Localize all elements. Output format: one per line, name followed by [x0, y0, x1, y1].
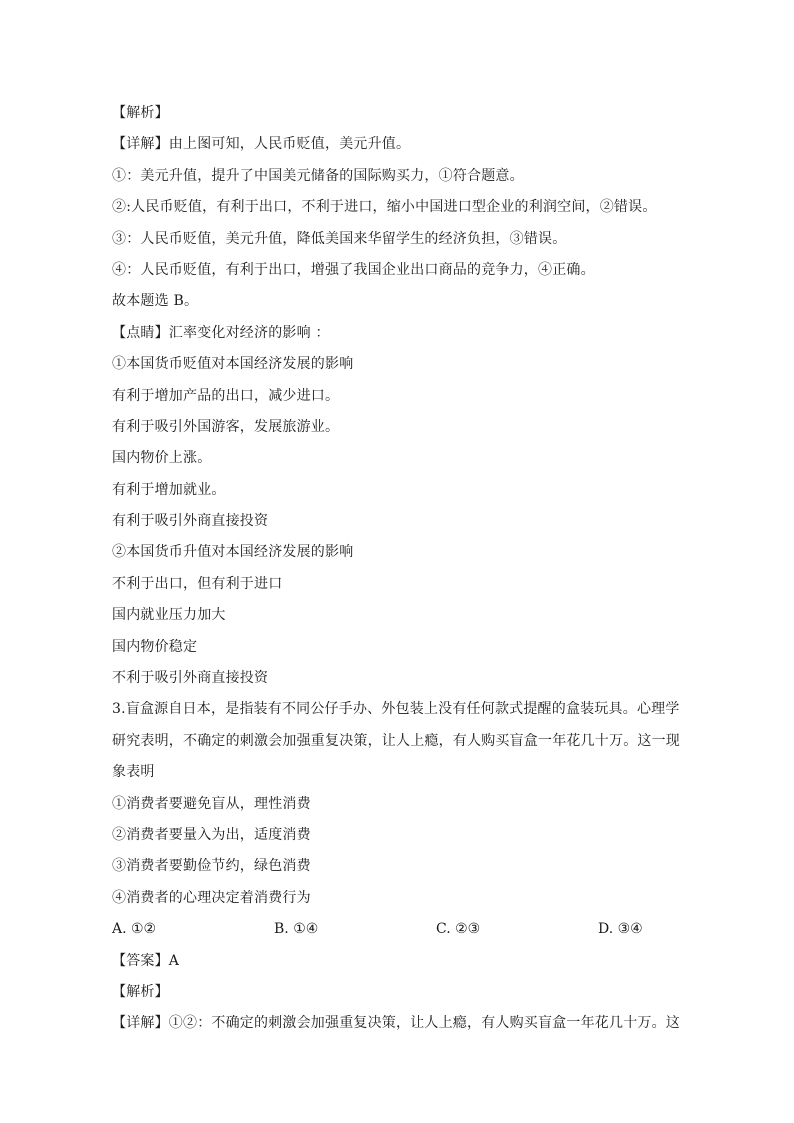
answer-line: 【答案】A: [112, 952, 180, 969]
question-stem-line-1: 3.盲盒源自日本，是指装有不同公仔手办、外包装上没有任何款式提醒的盒装玩具。心理学: [112, 701, 680, 718]
analysis-item-4: ④：人民币贬值，有利于出口，增强了我国企业出口商品的竞争力，④正确。: [112, 261, 595, 278]
analysis-heading: 【解析】: [112, 105, 169, 121]
question-statement-2: ②消费者要量入为出，适度消费: [112, 826, 311, 843]
option-c: C. ②③: [436, 921, 481, 938]
tip-subheading-appreciation: ②本国货币升值对本国经济发展的影响: [112, 544, 354, 561]
question-statement-3: ③消费者要勤俭节约，绿色消费: [112, 858, 311, 875]
tip-line: 不利于吸引外商直接投资: [112, 670, 269, 687]
question-stem-line-3: 象表明: [112, 764, 155, 781]
conclusion-line: 故本题选 B。: [112, 293, 199, 310]
tip-line: 有利于增加产品的出口，减少进口。: [112, 387, 340, 404]
tip-line: 国内物价稳定: [112, 638, 198, 655]
analysis-item-1: ①：美元升值，提升了中国美元储备的国际购买力，①符合题意。: [112, 167, 524, 184]
document-page: [112, 98, 692, 1040]
tip-line: 有利于增加就业。: [112, 481, 226, 498]
tip-line: 有利于吸引外国游客，发展旅游业。: [112, 418, 340, 435]
tip-line: 国内就业压力加大: [112, 607, 226, 624]
option-a: A. ①②: [112, 921, 157, 938]
option-d: D. ③④: [598, 921, 643, 938]
analysis-item-2: ②:人民币贬值，有利于出口，不利于进口，缩小中国进口型企业的利润空间，②错误。: [112, 199, 657, 216]
question-stem-line-2: 研究表明，不确定的刺激会加强重复决策，让人上瘾，有人购买盲盒一年花几十万。这一现: [112, 732, 680, 749]
tip-line: 不利于出口，但有利于进口: [112, 575, 283, 592]
tip-heading: 【点睛】汇率变化对经济的影响 ：: [112, 324, 330, 341]
detail-line-2: 【详解】①②：不确定的刺激会加强重复决策，让人上瘾，有人购买盲盒一年花几十万。这: [112, 1015, 680, 1032]
analysis-item-3: ③：人民币贬值，美元升值，降低美国来华留学生的经济负担，③错误。: [112, 230, 567, 247]
option-b: B. ①④: [274, 921, 319, 938]
question-statement-4: ④消费者的心理决定着消费行为: [112, 889, 311, 906]
tip-line: 国内物价上涨。: [112, 450, 212, 467]
answer-options: [112, 914, 692, 945]
tip-line: 有利于吸引外商直接投资: [112, 513, 269, 530]
analysis-heading-2: 【解析】: [112, 983, 169, 1000]
tip-subheading-depreciation: ①本国货币贬值对本国经济发展的影响: [112, 356, 354, 373]
question-statement-1: ①消费者要避免盲从，理性消费: [112, 795, 311, 812]
detail-line: 【详解】由上图可知，人民币贬值，美元升值。: [112, 136, 411, 153]
